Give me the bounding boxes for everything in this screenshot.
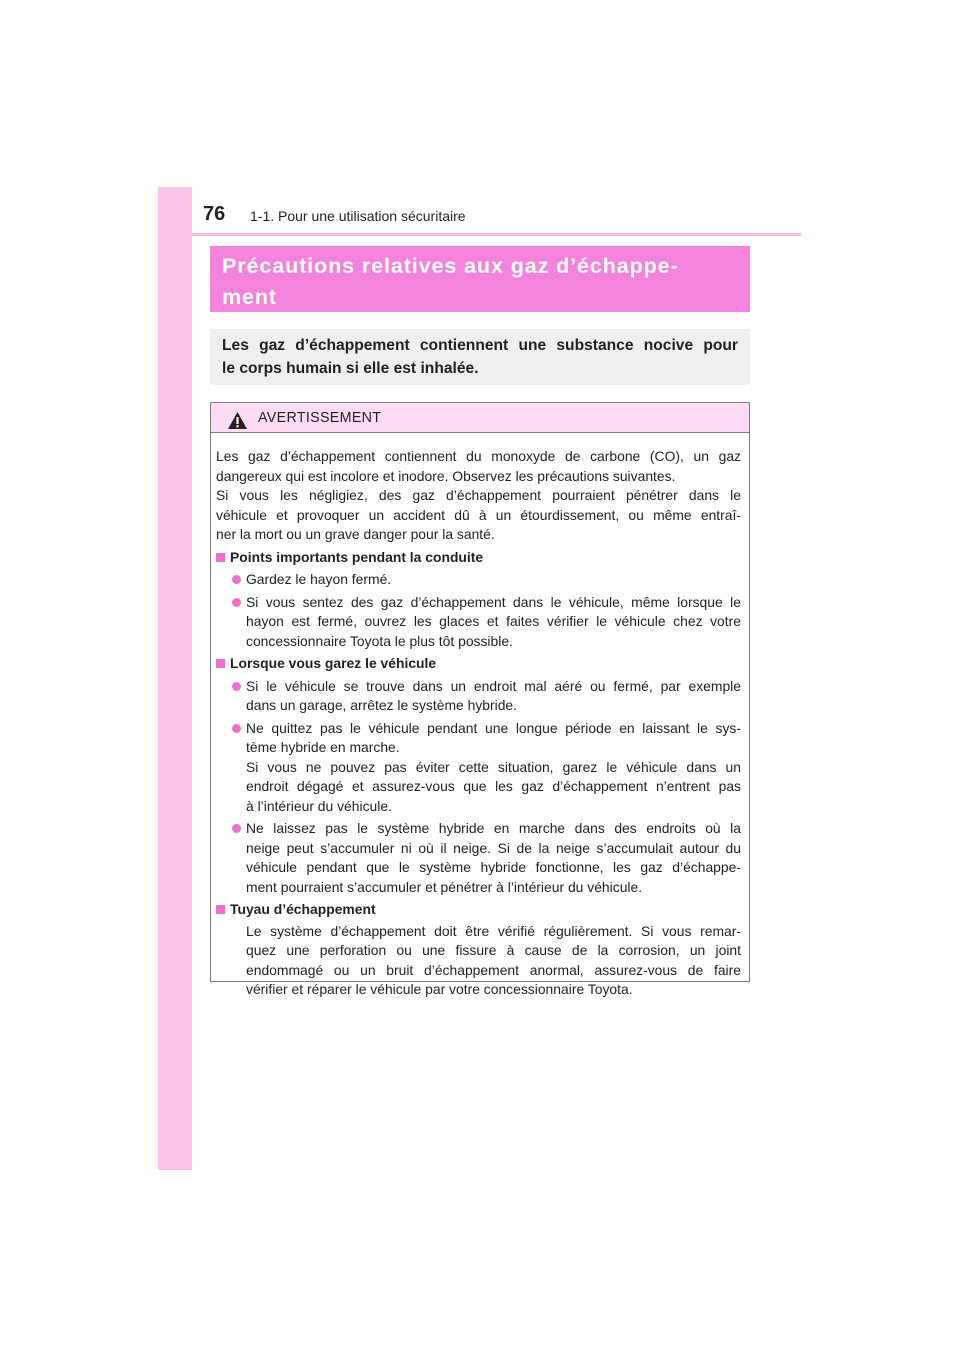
warning-box (210, 402, 750, 997)
text-line: véhicule pendant que le système hybride fonctionne, les gaz d’échappe- (246, 859, 741, 875)
section-heading-text: Points importants pendant la conduite (230, 548, 484, 565)
text-line: Le système d’échappement doit être vérifié régulièrement. Si vous remar- (246, 922, 741, 939)
title-banner (210, 246, 750, 312)
page-number: 76 (203, 203, 226, 225)
text-line: véhicule et provoquer un accident dû à un étourdissement, ou même entraî- (216, 506, 741, 523)
text-line: Si vous ne pouvez pas éviter cette situation, garez le véhicule dans un (246, 758, 741, 775)
text-line: Si le véhicule se trouve dans un endroit mal aéré ou fermé, par exemple (246, 677, 741, 694)
list-item (216, 819, 741, 897)
page-title (222, 251, 738, 313)
text-line: Si vous les négligiez, des gaz d’échappement pourraient pénétrer dans le (216, 487, 741, 503)
title-line: Précautions relatives aux gaz d’échappe- (222, 254, 679, 278)
text-line: vérifier et réparer le véhicule par votre concessionnaire Toyota. (246, 981, 633, 997)
round-bullet-icon (232, 682, 241, 691)
intro-line: le corps humain si elle est inhalée. (222, 360, 479, 377)
list-item (216, 570, 741, 590)
list-item (216, 677, 741, 716)
text-line: ment pourraient s’accumuler et pénétrer à l’intérieur du véhicule. (246, 878, 643, 895)
round-bullet-icon (232, 724, 241, 733)
text-line: ner la mort ou un grave danger pour la santé. (216, 526, 495, 542)
round-bullet-icon (232, 575, 241, 584)
text-line: Les gaz d’échappement contiennent du monoxyde de carbone (CO), un gaz (216, 448, 741, 464)
warning-label: AVERTISSEMENT (258, 409, 382, 426)
intro-line: Les gaz d’échappement contiennent une substance nocive pour (222, 337, 738, 354)
square-bullet-icon (216, 659, 225, 668)
text-line: dans un garage, arrêtez le système hybride. (246, 697, 518, 713)
list-item (216, 593, 741, 652)
warning-intro (216, 447, 741, 545)
text-line: Ne laissez pas le système hybride en marche dans des endroits où la (246, 820, 741, 836)
square-bullet-icon (216, 905, 225, 914)
section-paragraph (246, 922, 741, 1000)
warning-header (211, 403, 749, 433)
header-divider (192, 233, 801, 236)
section-heading (216, 900, 741, 920)
side-thumb-tab (158, 187, 192, 1170)
text-line: Ne quittez pas le véhicule pendant une longue période en laissant le sys- (246, 719, 741, 736)
text-line: quez une perforation ou une fissure à cause de la corrosion, un joint (246, 942, 741, 958)
warning-triangle-icon (227, 411, 248, 430)
section-heading-text: Lorsque vous garez le véhicule (230, 655, 437, 671)
round-bullet-icon (232, 598, 241, 607)
text-line: endommagé ou un bruit d’échappement anormal, assurez-vous de faire (246, 961, 741, 978)
text-line: Si vous sentez des gaz d’échappement dans le véhicule, même lorsque le (246, 593, 741, 610)
text-line: hayon est fermé, ouvrez les glaces et faites vérifier le véhicule chez votre (246, 613, 741, 629)
text-line: concessionnaire Toyota le plus tôt possible. (246, 632, 513, 649)
text-line: neige peut s’accumuler ni où il neige. Si de la neige s’accumulait autour du (246, 839, 741, 856)
square-bullet-icon (216, 553, 225, 562)
text-line: dangereux qui est incolore et inodore. Observez les précautions suivantes. (216, 467, 676, 484)
warning-body (211, 433, 749, 1000)
section-title: 1-1. Pour une utilisation sécuritaire (250, 208, 466, 224)
section-heading (216, 654, 741, 674)
text-line: tème hybride en marche. (246, 739, 400, 755)
title-line: ment (222, 285, 277, 309)
text-line: endroit dégagé et assurez-vous que les gaz d’échappement n’entrent pas (246, 778, 741, 794)
round-bullet-icon (232, 824, 241, 833)
section-heading-text: Tuyau d’échappement (230, 901, 376, 917)
text-line: à l’intérieur du véhicule. (246, 797, 392, 814)
list-item (216, 719, 741, 817)
text-line: Gardez le hayon fermé. (246, 571, 392, 587)
intro-summary (210, 329, 750, 385)
section-heading (216, 548, 741, 568)
